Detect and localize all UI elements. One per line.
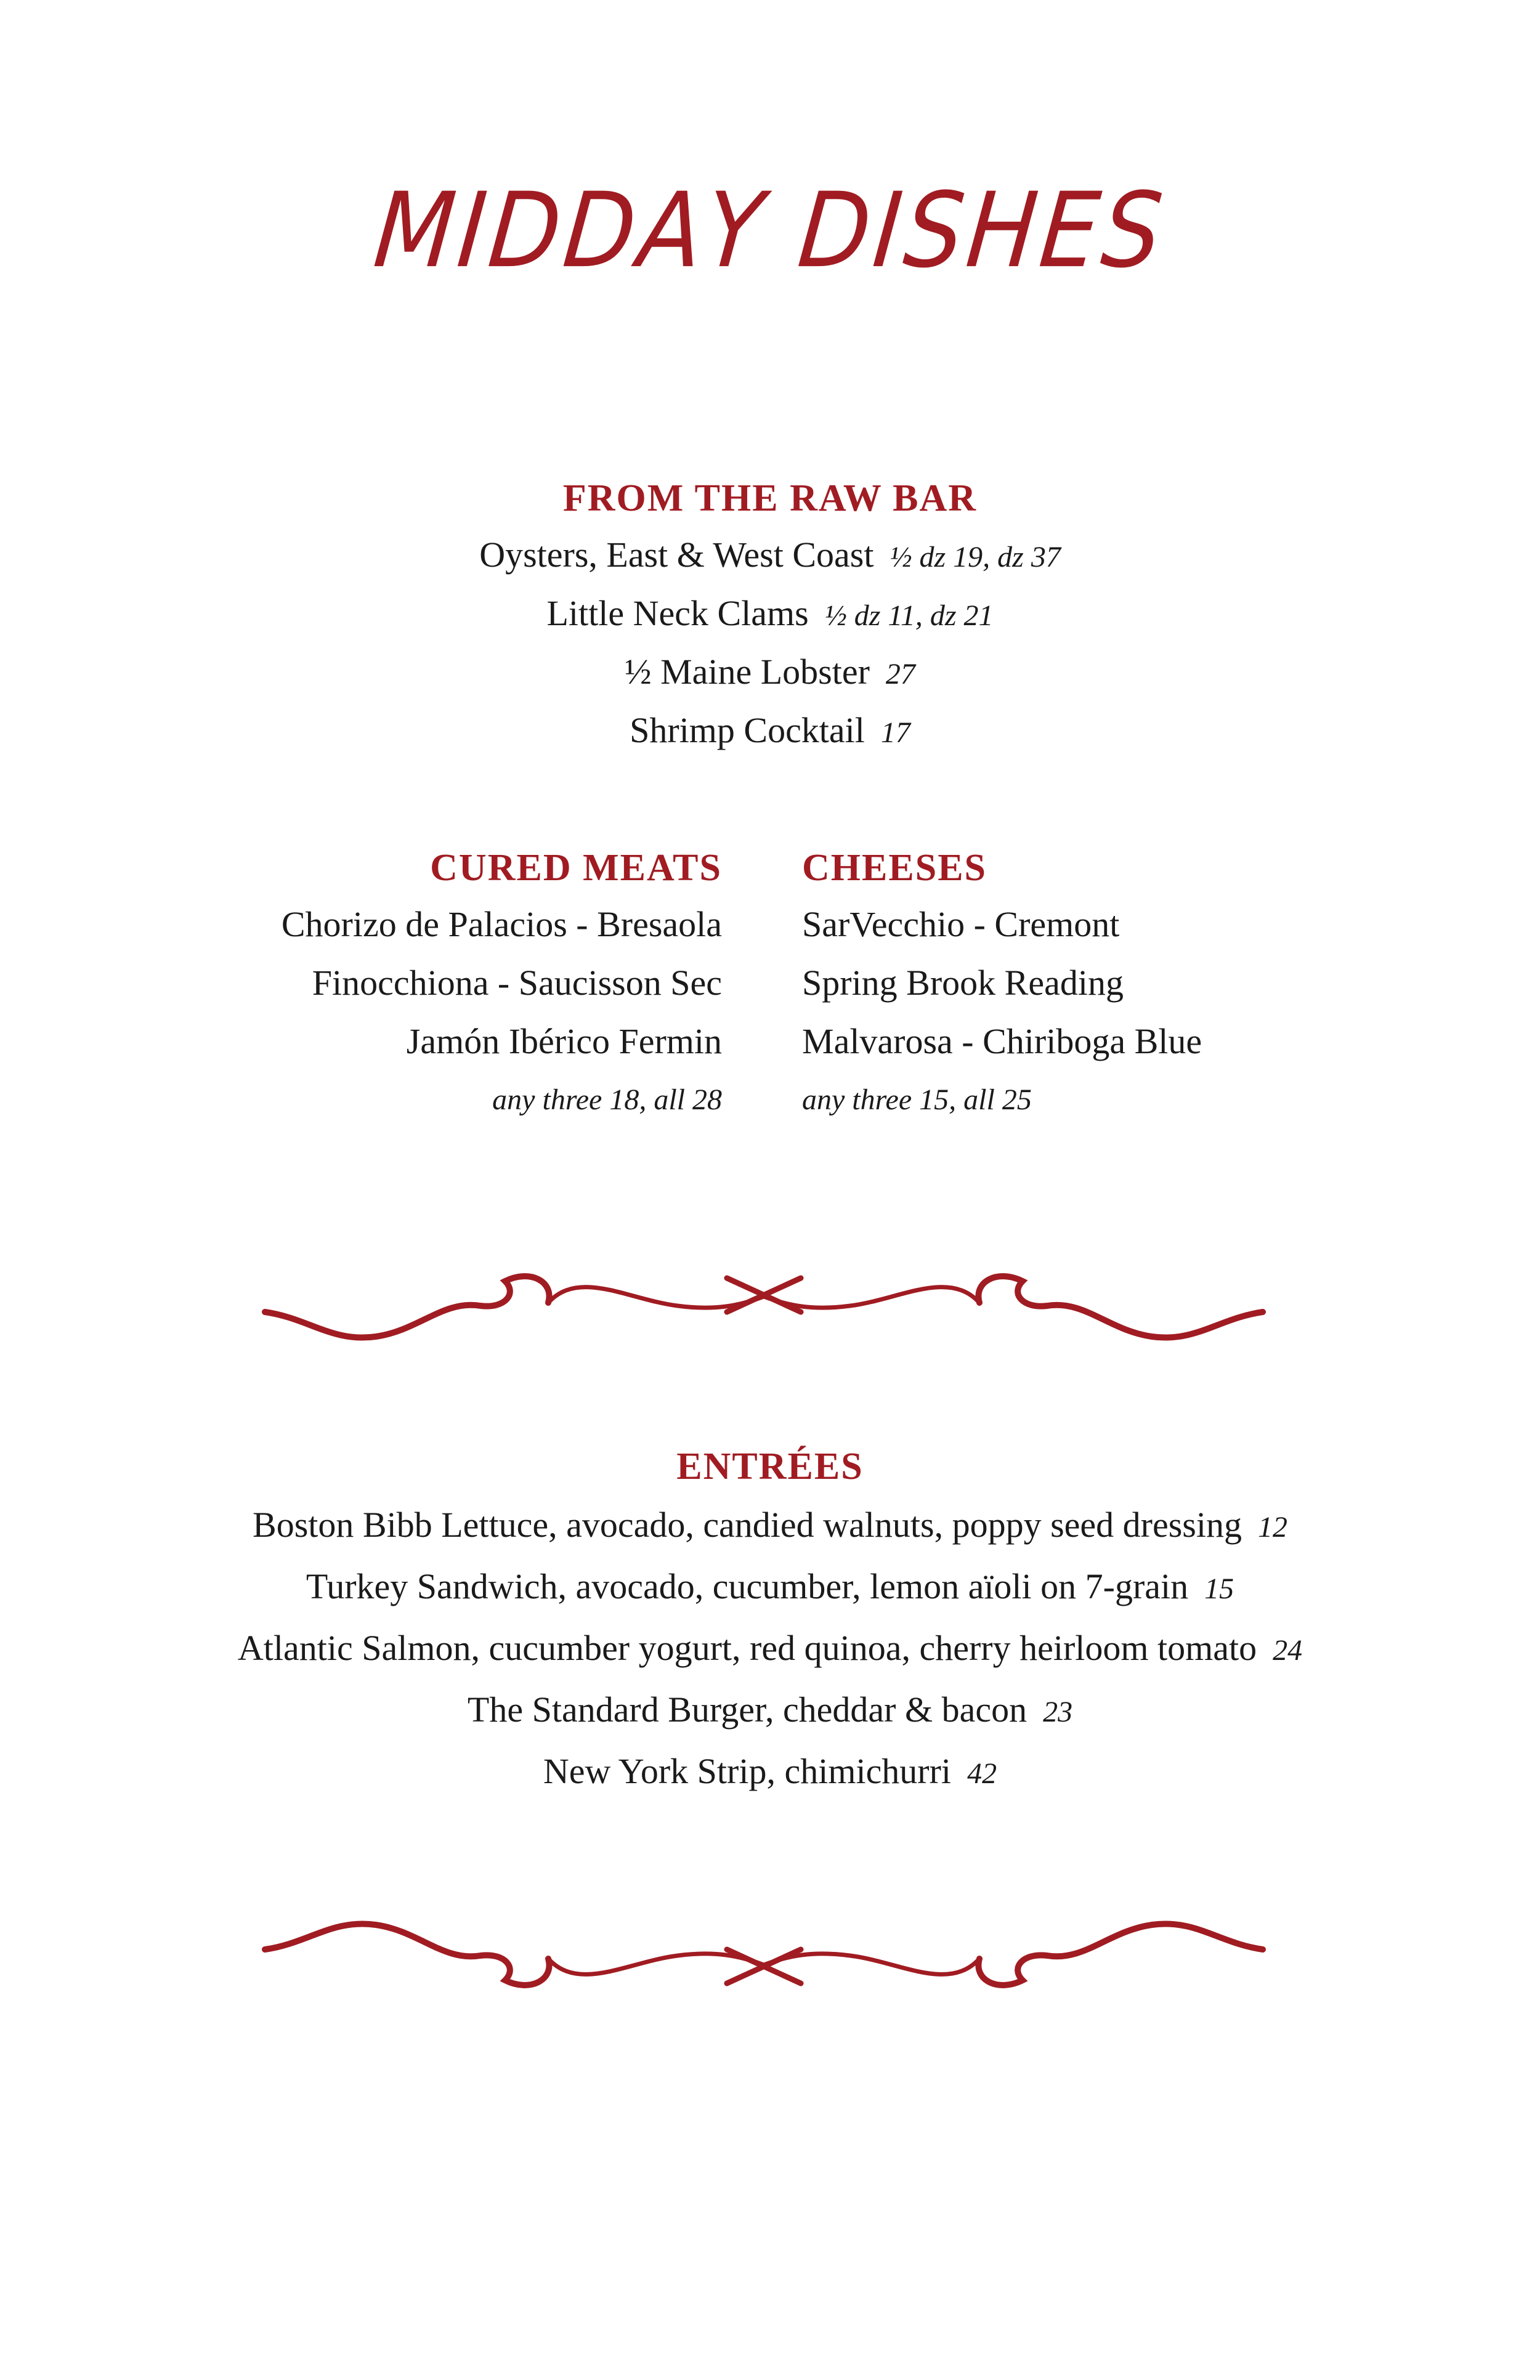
entrees-heading: ENTRÉES: [676, 1446, 864, 1488]
menu-item: [0, 1630, 1540, 1666]
item-name: Boston Bibb Lettuce, avocado, candied walnuts, poppy seed dressing: [253, 1505, 1242, 1545]
item-price: 23: [1043, 1696, 1073, 1728]
menu-title: MIDDAY DISHES: [369, 171, 1171, 291]
menu-item: [0, 1566, 1540, 1606]
cured-meats-heading: CURED MEATS: [430, 847, 722, 889]
item-name: New York Strip, chimichurri: [543, 1751, 952, 1791]
cured-meat-item: Finocchiona - Saucisson Sec: [312, 963, 722, 1003]
cheese-item: Spring Brook Reading: [802, 963, 1124, 1003]
item-name: ½ Maine Lobster: [625, 652, 870, 692]
cheese-item: Malvarosa - Chiriboga Blue: [802, 1021, 1202, 1061]
item-price: 17: [880, 716, 910, 749]
cheeses-heading: CHEESES: [802, 847, 987, 889]
cured-meat-item: Chorizo de Palacios - Bresaola: [281, 904, 722, 944]
menu-item: [0, 593, 1540, 633]
item-price: 12: [1257, 1511, 1287, 1544]
item-price: 24: [1273, 1634, 1303, 1667]
item-price: 27: [885, 658, 915, 690]
menu-item: [0, 1507, 1540, 1543]
item-name: Atlantic Salmon, cucumber yogurt, red quinoa, cherry heirloom tomato: [237, 1628, 1257, 1668]
menu-item: [0, 537, 1540, 573]
menu-item: [0, 1692, 1540, 1728]
cheeses-pricing: any three 15, all 25: [802, 1083, 1032, 1116]
ornamental-divider: [259, 1244, 1269, 1349]
item-name: Shrimp Cocktail: [630, 710, 865, 750]
item-price: ½ dz 11, dz 21: [824, 599, 994, 632]
menu-item: [0, 1751, 1540, 1791]
item-price: 42: [967, 1757, 997, 1790]
cured-meats-pricing: any three 18, all 28: [492, 1083, 722, 1116]
raw-bar-heading: FROM THE RAW BAR: [562, 477, 978, 519]
item-price: ½ dz 19, dz 37: [890, 541, 1061, 573]
cured-meat-item: Jamón Ibérico Fermin: [406, 1021, 722, 1061]
menu-item: [0, 710, 1540, 750]
item-name: Little Neck Clams: [546, 593, 809, 633]
item-price: 15: [1204, 1572, 1234, 1605]
menu-item: [0, 654, 1540, 690]
cheese-item: SarVecchio - Cremont: [802, 904, 1120, 944]
ornamental-divider: [259, 1912, 1269, 2017]
item-name: Turkey Sandwich, avocado, cucumber, lemon aïoli on 7-grain: [306, 1566, 1189, 1606]
item-name: Oysters, East & West Coast: [479, 535, 874, 575]
item-name: The Standard Burger, cheddar & bacon: [467, 1690, 1027, 1730]
